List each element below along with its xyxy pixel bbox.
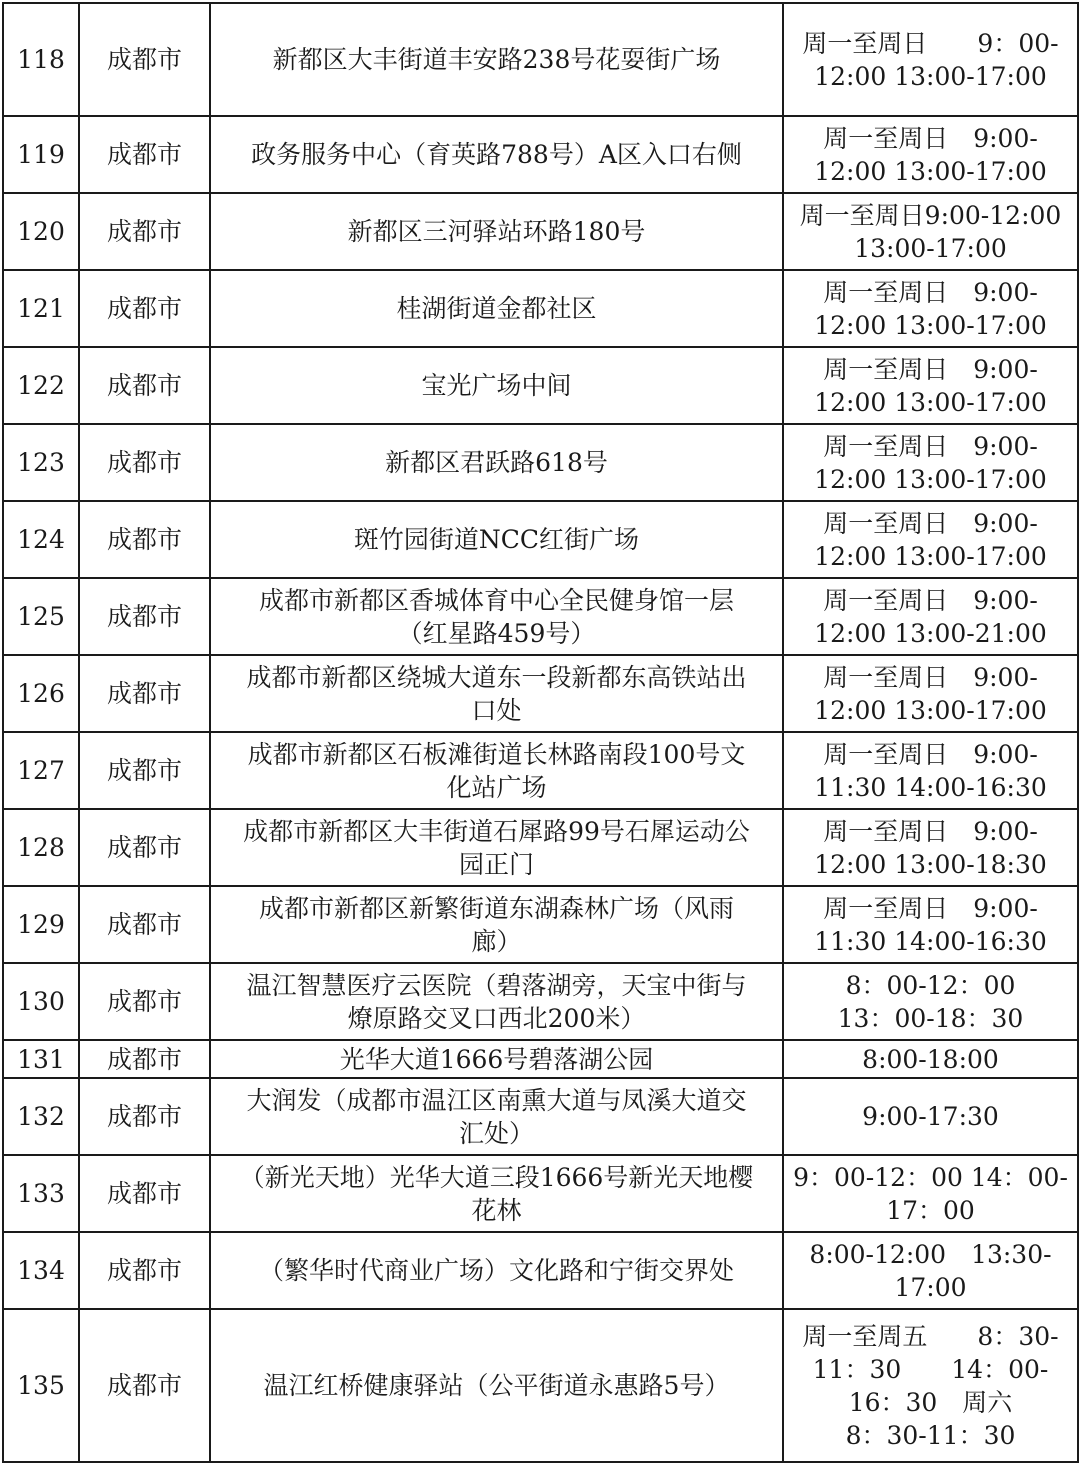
city-cell (79, 116, 210, 193)
row-number-cell (3, 655, 79, 732)
row-number-cell-text: 133 (17, 1179, 65, 1208)
hours-cell-text: 周一至周日 9:00- 11:30 14:00-16:30 (814, 893, 1047, 956)
city-cell (79, 655, 210, 732)
table-row (3, 886, 1078, 963)
city-cell (79, 424, 210, 501)
table-row (3, 3, 1078, 116)
row-number-cell-text: 125 (17, 602, 65, 631)
hours-cell (783, 886, 1078, 963)
row-number-cell (3, 116, 79, 193)
hours-cell-text: 周一至周日 9:00- 12:00 13:00-17:00 (814, 123, 1047, 186)
city-cell (79, 886, 210, 963)
city-cell (79, 3, 210, 116)
city-cell-text: 成都市 (106, 1179, 182, 1208)
hours-cell-text: 周一至周日 9：00- 12:00 13:00-17:00 (802, 28, 1059, 91)
address-cell (210, 347, 783, 424)
city-cell-text: 成都市 (106, 217, 182, 246)
table-row (3, 501, 1078, 578)
address-cell-text: 成都市新都区香城体育中心全民健身馆一层 （红星路459号） (258, 585, 734, 648)
address-cell-text: 斑竹园街道NCC红街广场 (353, 525, 640, 554)
table-body (3, 3, 1078, 1462)
row-number-cell-text: 124 (17, 525, 65, 554)
hours-cell (783, 1078, 1078, 1155)
address-cell-text: （新光天地）光华大道三段1666号新光天地樱 花林 (239, 1162, 754, 1225)
city-cell (79, 1155, 210, 1232)
row-number-cell-text: 135 (17, 1371, 65, 1400)
address-cell (210, 655, 783, 732)
address-cell-text: 光华大道1666号碧落湖公园 (339, 1044, 654, 1074)
address-cell (210, 501, 783, 578)
hours-cell (783, 1309, 1078, 1462)
hours-cell (783, 3, 1078, 116)
address-cell-text: 成都市新都区石板滩街道长林路南段100号文 化站广场 (247, 739, 746, 802)
address-cell (210, 193, 783, 270)
city-cell-text: 成都市 (106, 602, 182, 631)
address-cell-text: 新都区三河驿站环路180号 (347, 217, 646, 246)
hours-cell-text: 8：00-12：00 13：00-18：30 (837, 970, 1024, 1033)
hours-cell-text: 8:00-12:00 13:30- 17:00 (809, 1239, 1052, 1302)
site-schedule-table (2, 2, 1079, 1463)
hours-cell-text: 周一至周日 9:00- 12:00 13:00-17:00 (814, 662, 1047, 725)
table-row (3, 1309, 1078, 1462)
hours-cell-text: 周一至周日 9:00- 12:00 13:00-17:00 (814, 431, 1047, 494)
table-row (3, 1155, 1078, 1232)
hours-cell (783, 270, 1078, 347)
address-cell (210, 1232, 783, 1309)
table-row (3, 963, 1078, 1040)
hours-cell (783, 116, 1078, 193)
row-number-cell (3, 1155, 79, 1232)
city-cell-text: 成都市 (106, 910, 182, 939)
address-cell (210, 963, 783, 1040)
hours-cell (783, 655, 1078, 732)
address-cell (210, 732, 783, 809)
table-row (3, 732, 1078, 809)
table-row (3, 809, 1078, 886)
table-row (3, 655, 1078, 732)
row-number-cell (3, 270, 79, 347)
city-cell-text: 成都市 (106, 294, 182, 323)
city-cell-text: 成都市 (106, 1044, 182, 1074)
hours-cell-text: 周一至周日 9:00- 11:30 14:00-16:30 (814, 739, 1047, 802)
hours-cell-text: 9：00-12：00 14：00- 17：00 (793, 1162, 1068, 1225)
row-number-cell (3, 578, 79, 655)
row-number-cell (3, 809, 79, 886)
city-cell (79, 347, 210, 424)
hours-cell (783, 193, 1078, 270)
table-row (3, 193, 1078, 270)
table-row (3, 116, 1078, 193)
row-number-cell-text: 119 (17, 140, 65, 169)
address-cell (210, 578, 783, 655)
hours-cell (783, 809, 1078, 886)
city-cell (79, 809, 210, 886)
address-cell-text: 温江红桥健康驿站（公平街道永惠路5号） (263, 1371, 730, 1400)
row-number-cell (3, 501, 79, 578)
city-cell (79, 501, 210, 578)
city-cell-text: 成都市 (106, 987, 182, 1016)
city-cell-text: 成都市 (106, 140, 182, 169)
address-cell (210, 116, 783, 193)
hours-cell-text: 周一至周五 8：30- 11：30 14：00- 16：30 周六 8：30-11：30 (802, 1321, 1059, 1450)
row-number-cell-text: 123 (17, 448, 65, 477)
row-number-cell (3, 193, 79, 270)
city-cell-text: 成都市 (106, 1256, 182, 1285)
row-number-cell (3, 1309, 79, 1462)
city-cell-text: 成都市 (106, 448, 182, 477)
row-number-cell-text: 118 (17, 45, 65, 74)
address-cell (210, 3, 783, 116)
hours-cell (783, 732, 1078, 809)
row-number-cell (3, 886, 79, 963)
city-cell-text: 成都市 (106, 833, 182, 862)
row-number-cell (3, 347, 79, 424)
address-cell-text: 成都市新都区新繁街道东湖森林广场（风雨 廊） (258, 893, 734, 956)
row-number-cell-text: 131 (17, 1044, 65, 1074)
hours-cell (783, 501, 1078, 578)
row-number-cell (3, 1078, 79, 1155)
city-cell (79, 963, 210, 1040)
row-number-cell-text: 121 (17, 294, 65, 323)
address-cell (210, 1078, 783, 1155)
address-cell-text: 政务服务中心（育英路788号）A区入口右侧 (251, 140, 742, 169)
row-number-cell-text: 127 (17, 756, 65, 785)
address-cell-text: 桂湖街道金都社区 (396, 294, 597, 323)
table-row (3, 1078, 1078, 1155)
hours-cell (783, 1040, 1078, 1078)
city-cell (79, 1232, 210, 1309)
address-cell (210, 270, 783, 347)
hours-cell (783, 963, 1078, 1040)
address-cell (210, 886, 783, 963)
hours-cell (783, 1232, 1078, 1309)
row-number-cell-text: 132 (17, 1102, 65, 1131)
address-cell (210, 809, 783, 886)
row-number-cell-text: 122 (17, 371, 65, 400)
hours-cell-text: 周一至周日 9:00- 12:00 13:00-21:00 (814, 585, 1047, 648)
city-cell (79, 1040, 210, 1078)
row-number-cell-text: 134 (17, 1256, 65, 1285)
address-cell (210, 1309, 783, 1462)
city-cell-text: 成都市 (106, 525, 182, 554)
address-cell (210, 424, 783, 501)
row-number-cell (3, 424, 79, 501)
row-number-cell (3, 3, 79, 116)
hours-cell (783, 578, 1078, 655)
city-cell-text: 成都市 (106, 1371, 182, 1400)
city-cell (79, 578, 210, 655)
hours-cell (783, 347, 1078, 424)
hours-cell-text: 周一至周日9:00-12:00 13:00-17:00 (799, 200, 1062, 263)
address-cell-text: 新都区大丰街道丰安路238号花耍街广场 (272, 45, 721, 74)
address-cell-text: 新都区君跃路618号 (385, 448, 608, 477)
row-number-cell-text: 126 (17, 679, 65, 708)
address-cell-text: 温江智慧医疗云医院（碧落湖旁，天宝中街与 燎原路交叉口西北200米） (246, 970, 747, 1033)
hours-cell (783, 1155, 1078, 1232)
address-cell-text: 宝光广场中间 (421, 371, 572, 400)
row-number-cell (3, 732, 79, 809)
address-cell (210, 1040, 783, 1078)
row-number-cell-text: 130 (17, 987, 65, 1016)
row-number-cell (3, 1040, 79, 1078)
city-cell-text: 成都市 (106, 45, 182, 74)
address-cell (210, 1155, 783, 1232)
row-number-cell-text: 129 (17, 910, 65, 939)
city-cell (79, 1078, 210, 1155)
address-cell-text: 成都市新都区大丰街道石犀路99号石犀运动公 园正门 (243, 816, 750, 879)
address-cell-text: （繁华时代商业广场）文化路和宁街交界处 (258, 1256, 734, 1285)
city-cell (79, 193, 210, 270)
table-row (3, 270, 1078, 347)
city-cell (79, 732, 210, 809)
city-cell-text: 成都市 (106, 1102, 182, 1131)
hours-cell-text: 周一至周日 9:00- 12:00 13:00-17:00 (814, 354, 1047, 417)
table-row (3, 1040, 1078, 1078)
hours-cell-text: 周一至周日 9:00- 12:00 13:00-17:00 (814, 277, 1047, 340)
city-cell-text: 成都市 (106, 679, 182, 708)
row-number-cell (3, 1232, 79, 1309)
row-number-cell-text: 128 (17, 833, 65, 862)
hours-cell-text: 8:00-18:00 (862, 1044, 999, 1074)
table-row (3, 578, 1078, 655)
row-number-cell (3, 963, 79, 1040)
hours-cell (783, 424, 1078, 501)
hours-cell-text: 周一至周日 9:00- 12:00 13:00-17:00 (814, 508, 1047, 571)
address-cell-text: 大润发（成都市温江区南熏大道与凤溪大道交 汇处） (246, 1085, 747, 1148)
city-cell (79, 1309, 210, 1462)
address-cell-text: 成都市新都区绕城大道东一段新都东高铁站出 口处 (246, 662, 747, 725)
city-cell (79, 270, 210, 347)
table-row (3, 1232, 1078, 1309)
city-cell-text: 成都市 (106, 371, 182, 400)
table-row (3, 424, 1078, 501)
table-row (3, 347, 1078, 424)
hours-cell-text: 周一至周日 9:00- 12:00 13:00-18:30 (814, 816, 1047, 879)
city-cell-text: 成都市 (106, 756, 182, 785)
row-number-cell-text: 120 (17, 217, 65, 246)
hours-cell-text: 9:00-17:30 (862, 1102, 999, 1131)
